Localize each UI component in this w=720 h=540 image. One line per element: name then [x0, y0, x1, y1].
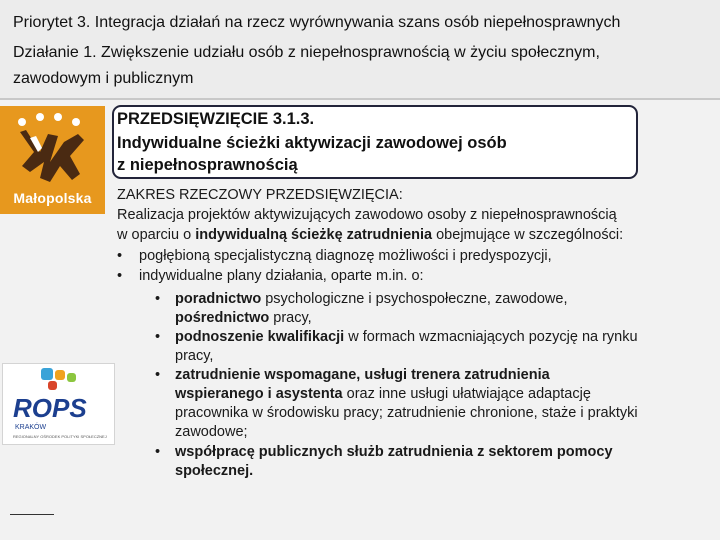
priority-title: Priorytet 3. Integracja działań na rzecz wyrównywania szans osób niepełnosprawnych — [13, 14, 621, 31]
bullet: • — [155, 329, 161, 345]
malopolska-logo — [0, 106, 105, 214]
slide-header — [0, 0, 720, 98]
sub-list-item-cont: wspieranego i asystenta oraz inne usługi ułatwiające adaptację — [175, 386, 591, 402]
rops-city: KRAKÓW — [15, 424, 47, 431]
scope-intro-line2: w oparciu o indywidualną ścieżkę zatrudnienia obejmujące w szczególności: — [117, 227, 624, 243]
malopolska-wordmark: Małopolska — [13, 190, 92, 206]
footer-rule — [10, 514, 54, 515]
sub-list-item-cont: zawodowe; — [175, 424, 248, 440]
rops-logo — [2, 363, 115, 445]
list-item: • indywidualne plany działania, oparte m.in. o: — [117, 268, 424, 284]
action-title-line2: zawodowym i publicznym — [13, 70, 194, 87]
undertaking-title-line2: z niepełnosprawnością — [117, 156, 298, 174]
bullet: • — [117, 268, 123, 284]
scope-intro-line1: Realizacja projektów aktywizujących zawodowo osoby z niepełnosprawnością — [117, 207, 617, 223]
malopolska-crown-icon — [10, 112, 94, 188]
sub-list-item-cont: społecznej. — [175, 463, 254, 479]
bullet: • — [155, 444, 161, 460]
sub-list-item: • zatrudnienie wspomagane, usługi trenera zatrudnienia — [155, 367, 550, 383]
rops-tagline: REGIONALNY OŚRODEK POLITYKI SPOŁECZNEJ — [13, 434, 107, 439]
undertaking-title-box — [112, 105, 638, 179]
sub-list-item-cont: pośrednictwo pracy, — [175, 310, 312, 326]
rops-icon — [3, 364, 114, 444]
scope-heading: ZAKRES RZECZOWY PRZEDSIĘWZIĘCIA: — [117, 187, 403, 203]
bullet: • — [117, 248, 123, 264]
sub-list-item: • podnoszenie kwalifikacji w formach wzmacniających pozycję na rynku — [155, 329, 638, 345]
action-title-line1: Działanie 1. Zwiększenie udziału osób z niepełnosprawnością w życiu społecznym, — [13, 44, 600, 61]
sub-list-item: • współpracę publicznych służb zatrudnienia z sektorem pomocy — [155, 444, 613, 460]
header-divider — [0, 98, 720, 100]
rops-name: ROPS — [13, 393, 87, 423]
undertaking-number: PRZEDSIĘWZIĘCIE 3.1.3. — [117, 110, 315, 128]
list-item: • pogłębioną specjalistyczną diagnozę możliwości i predyspozycji, — [117, 248, 552, 264]
bullet: • — [155, 291, 161, 307]
sub-list-item-cont: pracownika w środowisku pracy; zatrudnienie chronione, staże i praktyki — [175, 405, 638, 421]
undertaking-title-line1: Indywidualne ścieżki aktywizacji zawodowej osób — [117, 134, 507, 152]
sub-list-item: • poradnictwo psychologiczne i psychospołeczne, zawodowe, — [155, 291, 568, 307]
sub-list-item-cont: pracy, — [175, 348, 214, 364]
bullet: • — [155, 367, 161, 383]
